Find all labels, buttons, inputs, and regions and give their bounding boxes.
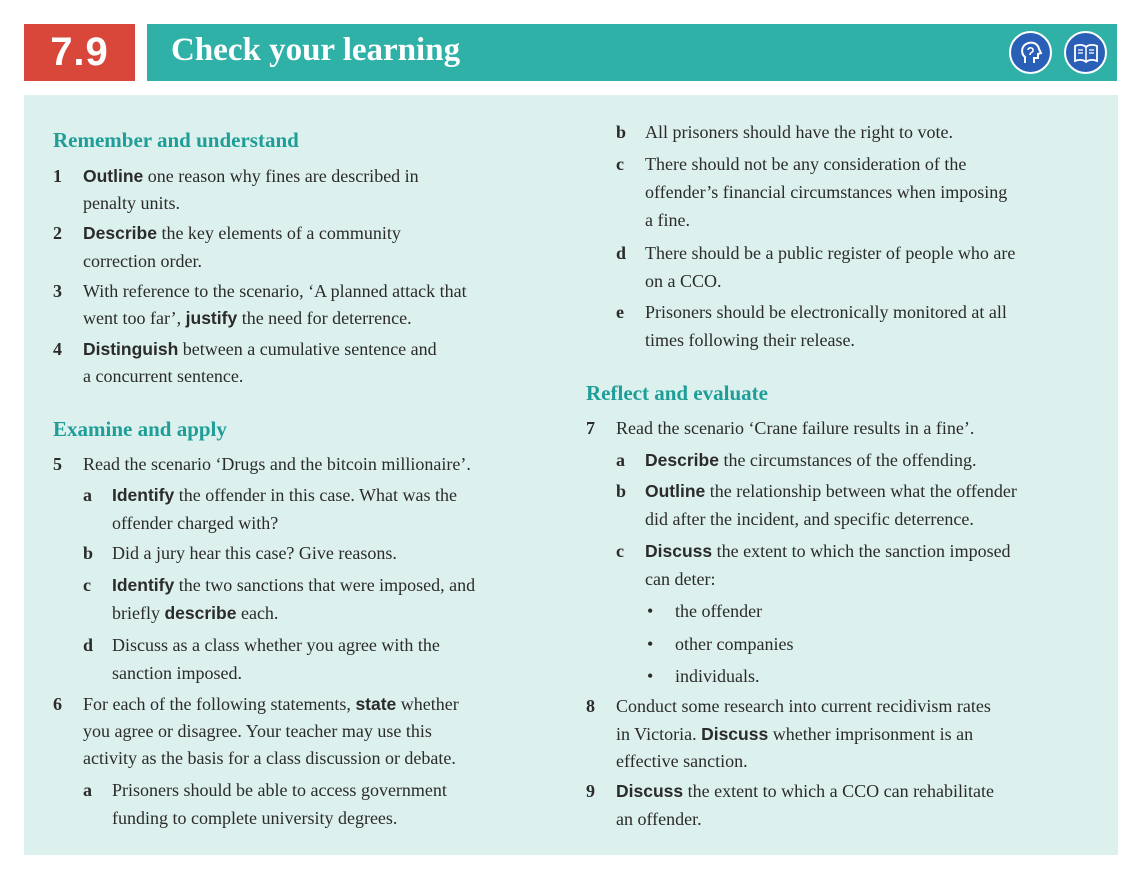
question-2-line-2: correction order. (83, 251, 202, 271)
title-bar (147, 24, 1117, 81)
question-6e-line-1: Prisoners should be electronically monitored at all (645, 302, 1007, 322)
question-5c-line-1: Identify the two sanctions that were imposed, and (112, 575, 476, 595)
sub-letter: d (616, 243, 627, 263)
question-number: 8 (586, 696, 595, 716)
question-7c-line-1: Discuss the extent to which the sanction imposed (645, 541, 1011, 561)
sub-letter: e (616, 302, 624, 322)
question-8-line-3: effective sanction. (616, 751, 748, 771)
question-6-line-2: you agree or disagree. Your teacher may use this (83, 721, 432, 741)
question-3-line-2: went too far’, justify the need for deterrence. (83, 308, 412, 328)
question-5a-line-2: offender charged with? (112, 513, 279, 533)
question-6d-line-1: There should be a public register of people who are (645, 243, 1016, 263)
question-number: 2 (53, 223, 62, 243)
bullet-item: the offender (675, 601, 763, 621)
question-9-line-2: an offender. (616, 809, 702, 829)
question-1-line-2: penalty units. (83, 193, 180, 213)
question-5b-line-1: Did a jury hear this case? Give reasons. (112, 543, 397, 563)
question-1-line-1: Outline one reason why fines are described in (83, 166, 419, 186)
question-6d-line-2: on a CCO. (645, 271, 722, 291)
question-2-line-1: Describe the key elements of a community (83, 223, 401, 243)
question-7b-line-1: Outline the relationship between what the offender (645, 481, 1017, 501)
question-3-line-1: With reference to the scenario, ‘A planned attack that (83, 281, 467, 301)
question-4-line-2: a concurrent sentence. (83, 366, 244, 386)
sub-letter: b (616, 481, 627, 501)
question-number: 7 (586, 418, 595, 438)
question-6c-line-2: offender’s financial circumstances when imposing (645, 182, 1008, 202)
heading-remember: Remember and understand (53, 128, 299, 152)
sub-letter: c (616, 541, 624, 561)
question-number: 3 (53, 281, 62, 301)
question-6a-line-1: Prisoners should be able to access government (112, 780, 447, 800)
book-reading-icon[interactable] (1064, 31, 1107, 74)
question-5d-line-1: Discuss as a class whether you agree with the (112, 635, 440, 655)
sub-letter: a (616, 450, 625, 470)
sub-letter: b (616, 122, 627, 142)
bullet-dot: • (647, 634, 654, 654)
sub-letter: a (83, 485, 92, 505)
question-8-line-1: Conduct some research into current recidivism rates (616, 696, 991, 716)
bullet-item: individuals. (675, 666, 760, 686)
question-6b-line-1: All prisoners should have the right to vote. (645, 122, 953, 142)
head-learning-icon[interactable] (1009, 31, 1052, 74)
question-number: 4 (53, 339, 62, 359)
bullet-dot: • (647, 601, 654, 621)
question-4-line-1: Distinguish between a cumulative sentence and (83, 339, 437, 359)
sub-letter: c (616, 154, 624, 174)
sub-letter: a (83, 780, 92, 800)
question-5d-line-2: sanction imposed. (112, 663, 242, 683)
question-7a-line-1: Describe the circumstances of the offending. (645, 450, 977, 470)
learning-panel (24, 95, 1118, 855)
bullet-item: other companies (675, 634, 794, 654)
question-number: 6 (53, 694, 62, 714)
question-6a-line-2: funding to complete university degrees. (112, 808, 398, 828)
question-5-text: Read the scenario ‘Drugs and the bitcoin millionaire’. (83, 454, 471, 474)
question-number: 9 (586, 781, 595, 801)
question-6c-line-3: a fine. (645, 210, 690, 230)
page-title: Check your learning (171, 32, 461, 68)
sub-letter: b (83, 543, 94, 563)
question-7-text: Read the scenario ‘Crane failure results in a fine’. (616, 418, 975, 438)
bullet-dot: • (647, 666, 654, 686)
question-9-line-1: Discuss the extent to which a CCO can rehabilitate (616, 781, 995, 801)
heading-reflect: Reflect and evaluate (586, 381, 768, 405)
question-8-line-2: in Victoria. Discuss whether imprisonment is an (616, 724, 974, 744)
question-7c-line-2: can deter: (645, 569, 716, 589)
question-number: 5 (53, 454, 62, 474)
sub-letter: d (83, 635, 94, 655)
sub-letter: c (83, 575, 91, 595)
section-number-badge: 7.9 (24, 24, 135, 81)
question-6-line-1: For each of the following statements, state whether (83, 694, 459, 714)
question-6c-line-1: There should not be any consideration of the (645, 154, 967, 174)
heading-examine: Examine and apply (53, 417, 227, 441)
question-7b-line-2: did after the incident, and specific deterrence. (645, 509, 974, 529)
question-6e-line-2: times following their release. (645, 330, 855, 350)
question-number: 1 (53, 166, 62, 186)
question-6-line-3: activity as the basis for a class discussion or debate. (83, 748, 456, 768)
question-5c-line-2: briefly describe each. (112, 603, 279, 623)
question-5a-line-1: Identify the offender in this case. What was the (112, 485, 457, 505)
